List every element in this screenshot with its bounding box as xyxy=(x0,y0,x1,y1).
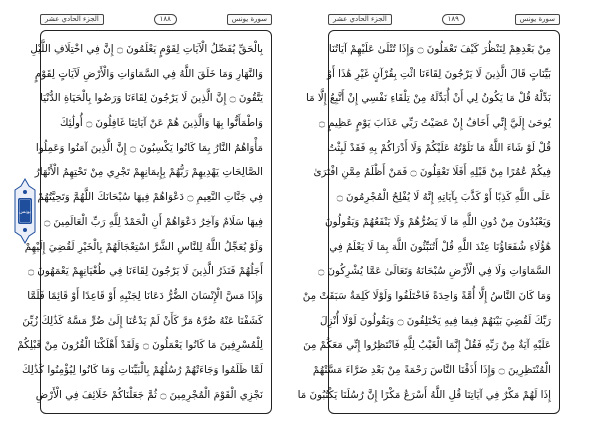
left-line: وَلَوْ يُعَجِّلُ اللَّهُ لِلنَّاسِ الشَّرَّ اسْتِعْجَالَهُمْ بِالْخَيْرِ لَقُضِيَ إِلَيْهِمْ xyxy=(24,240,263,253)
right-juz-label: الجزء الحادي عشر xyxy=(328,14,392,25)
right-line: الْمُنْتَظِرِينَ ۝ وَإِذَا أَذَقْنَا النَّاسَ رَحْمَةً مِنْ بَعْدِ ضَرَّاءَ مَسَّتْهُمْ xyxy=(312,363,551,376)
right-surah-name: سورة يونس xyxy=(515,14,560,25)
right-line: عَلَى اللَّهِ كَذِبًا أَوْ كَذَّبَ بِآيَاتِهِ إِنَّهُ لَا يُفْلِحُ الْمُجْرِمُونَ ۝ xyxy=(336,191,551,204)
right-line: إِذَا لَهُمْ مَكْرٌ فِي آيَاتِنَا قُلِ اللَّهُ أَسْرَعُ مَكْرًا إِنَّ رُسُلَنَا يَكْتُبُونَ مَا xyxy=(297,388,551,401)
right-line: يُوحَىٰ إِلَيَّ إِنِّي أَخَافُ إِنْ عَصَيْتُ رَبِّي عَذَابَ يَوْمٍ عَظِيمٍ ۝ xyxy=(318,117,551,130)
right-page-frame xyxy=(297,30,560,414)
left-page-number: ١٨٨ xyxy=(154,14,177,25)
right-line: وَيَعْبُدُونَ مِنْ دُونِ اللَّهِ مَا لَا يَضُرُّهُمْ وَلَا يَنْفَعُهُمْ وَيَقُولُونَ xyxy=(325,215,551,228)
left-line: فِي جَنَّاتِ النَّعِيمِ ۝ دَعْوَاهُمْ فِيهَا سُبْحَانَكَ اللَّهُمَّ وَتَحِيَّتُهُمْ xyxy=(37,191,263,204)
right-line: مِنْ بَعْدِهِمْ لِنَنْظُرَ كَيْفَ تَعْمَلُونَ ۝ وَإِذَا تُتْلَىٰ عَلَيْهِمْ آيَاتُنَا xyxy=(328,43,551,55)
right-line: وَمَا كَانَ النَّاسُ إِلَّا أُمَّةً وَاحِدَةً فَاخْتَلَفُوا وَلَوْلَا كَلِمَةٌ سَبَقَتْ مِنْ xyxy=(302,289,551,302)
left-juz-label: الجزء الحادي عشر xyxy=(40,14,104,25)
left-line: لَمَّا ظَلَمُوا وَجَاءَتْهُمْ رُسُلُهُمْ بِالْبَيِّنَاتِ وَمَا كَانُوا لِيُؤْمِنُوا كَذَٰلِكَ xyxy=(21,363,263,376)
emblem-label: يونس xyxy=(19,209,31,215)
left-line: كَشَفْنَا عَنْهُ ضُرَّهُ مَرَّ كَأَنْ لَمْ يَدْعُنَا إِلَىٰ ضُرٍّ مَسَّهُ كَذَٰلِكَ زُيِّنَ xyxy=(22,314,263,327)
right-line: فِيكُمْ عُمُرًا مِنْ قَبْلِهِ أَفَلَا تَعْقِلُونَ ۝ فَمَنْ أَظْلَمُ مِمَّنِ افْتَرَىٰ xyxy=(313,166,551,179)
right-line: بَيِّنَاتٍ قَالَ الَّذِينَ لَا يَرْجُونَ لِقَاءَنَا ائْتِ بِقُرْآنٍ غَيْرِ هَٰذَا أَوْ xyxy=(326,67,551,80)
right-line: قُلْ لَوْ شَاءَ اللَّهُ مَا تَلَوْتُهُ عَلَيْكُمْ وَلَا أَدْرَاكُمْ بِهِ فَقَدْ لَبِثْتُ xyxy=(327,141,551,154)
left-line: مَأْوَاهُمُ النَّارُ بِمَا كَانُوا يَكْسِبُونَ ۝ إِنَّ الَّذِينَ آمَنُوا وَعَمِلُوا xyxy=(35,141,263,154)
right-line: بَدِّلْهُ قُلْ مَا يَكُونُ لِي أَنْ أُبَدِّلَهُ مِنْ تِلْقَاءِ نَفْسِي إِنْ أَتَّبِعُ إِلَّا مَا xyxy=(306,92,551,105)
right-page-header xyxy=(328,10,560,28)
left-line: وَاطْمَأَنُّوا بِهَا وَالَّذِينَ هُمْ عَنْ آيَاتِنَا غَافِلُونَ ۝ أُولَٰئِكَ xyxy=(60,117,263,130)
left-line: يَتَّقُونَ ۝ إِنَّ الَّذِينَ لَا يَرْجُونَ لِقَاءَنَا وَرَضُوا بِالْحَيَاةِ الدُّنْيَا xyxy=(40,92,263,105)
left-line: بِالْحَقِّ يُفَصِّلُ الْآيَاتِ لِقَوْمٍ يَعْلَمُونَ ۝ إِنَّ فِي اخْتِلَافِ اللَّيْلِ xyxy=(30,43,263,55)
left-page-header xyxy=(40,10,272,28)
left-line: أَجَلُهُمْ فَنَذَرُ الَّذِينَ لَا يَرْجُونَ لِقَاءَنَا فِي طُغْيَانِهِمْ يَعْمَهُونَ ۝ xyxy=(27,265,263,278)
emblem-ornament-icon xyxy=(14,178,36,244)
left-line: الصَّالِحَاتِ يَهْدِيهِمْ رَبُّهُمْ بِإِيمَانِهِمْ تَجْرِي مِنْ تَحْتِهِمُ الْأَنْهَارُ xyxy=(34,166,263,179)
right-line: هَٰؤُلَاءِ شُفَعَاؤُنَا عِنْدَ اللَّهِ قُلْ أَتُنَبِّئُونَ اللَّهَ بِمَا لَا يَعْلَمُ فِي xyxy=(329,240,551,253)
right-line: رَبِّكَ لَقُضِيَ بَيْنَهُمْ فِيمَا فِيهِ يَخْتَلِفُونَ ۝ وَيَقُولُونَ لَوْلَا أُنْزِلَ xyxy=(320,314,551,327)
juz-emblem-icon xyxy=(14,178,36,244)
left-line: لِلْمُسْرِفِينَ مَا كَانُوا يَعْمَلُونَ ۝ وَلَقَدْ أَهْلَكْنَا الْقُرُونَ مِنْ قَبْلِكُمْ xyxy=(17,339,263,352)
left-line: نَجْزِي الْقَوْمَ الْمُجْرِمِينَ ۝ ثُمَّ جَعَلْنَاكُمْ خَلَائِفَ فِي الْأَرْضِ xyxy=(35,388,263,401)
left-surah-name: سورة يونس xyxy=(227,14,272,25)
right-page-number: ١٨٩ xyxy=(442,14,465,25)
left-line: وَالنَّهَارِ وَمَا خَلَقَ اللَّهُ فِي السَّمَاوَاتِ وَالْأَرْضِ لَآيَاتٍ لِقَوْمٍ xyxy=(34,67,263,80)
right-line: عَلَيْهِ آيَةٌ مِنْ رَبِّهِ فَقُلْ إِنَّمَا الْغَيْبُ لِلَّهِ فَانْتَظِرُوا إِنِّي مَعَكُمْ مِنَ xyxy=(303,339,551,352)
left-line: فِيهَا سَلَامٌ وَآخِرُ دَعْوَاهُمْ أَنِ الْحَمْدُ لِلَّهِ رَبِّ الْعَالَمِينَ ۝ xyxy=(44,215,263,228)
left-line: وَإِذَا مَسَّ الْإِنْسَانَ الضُّرُّ دَعَانَا لِجَنْبِهِ أَوْ قَاعِدًا أَوْ قَائِمًا فَلَمَّا xyxy=(27,289,263,302)
right-page-text xyxy=(297,37,551,407)
right-line: السَّمَاوَاتِ وَلَا فِي الْأَرْضِ سُبْحَانَهُ وَتَعَالَىٰ عَمَّا يُشْرِكُونَ ۝ xyxy=(318,265,551,278)
